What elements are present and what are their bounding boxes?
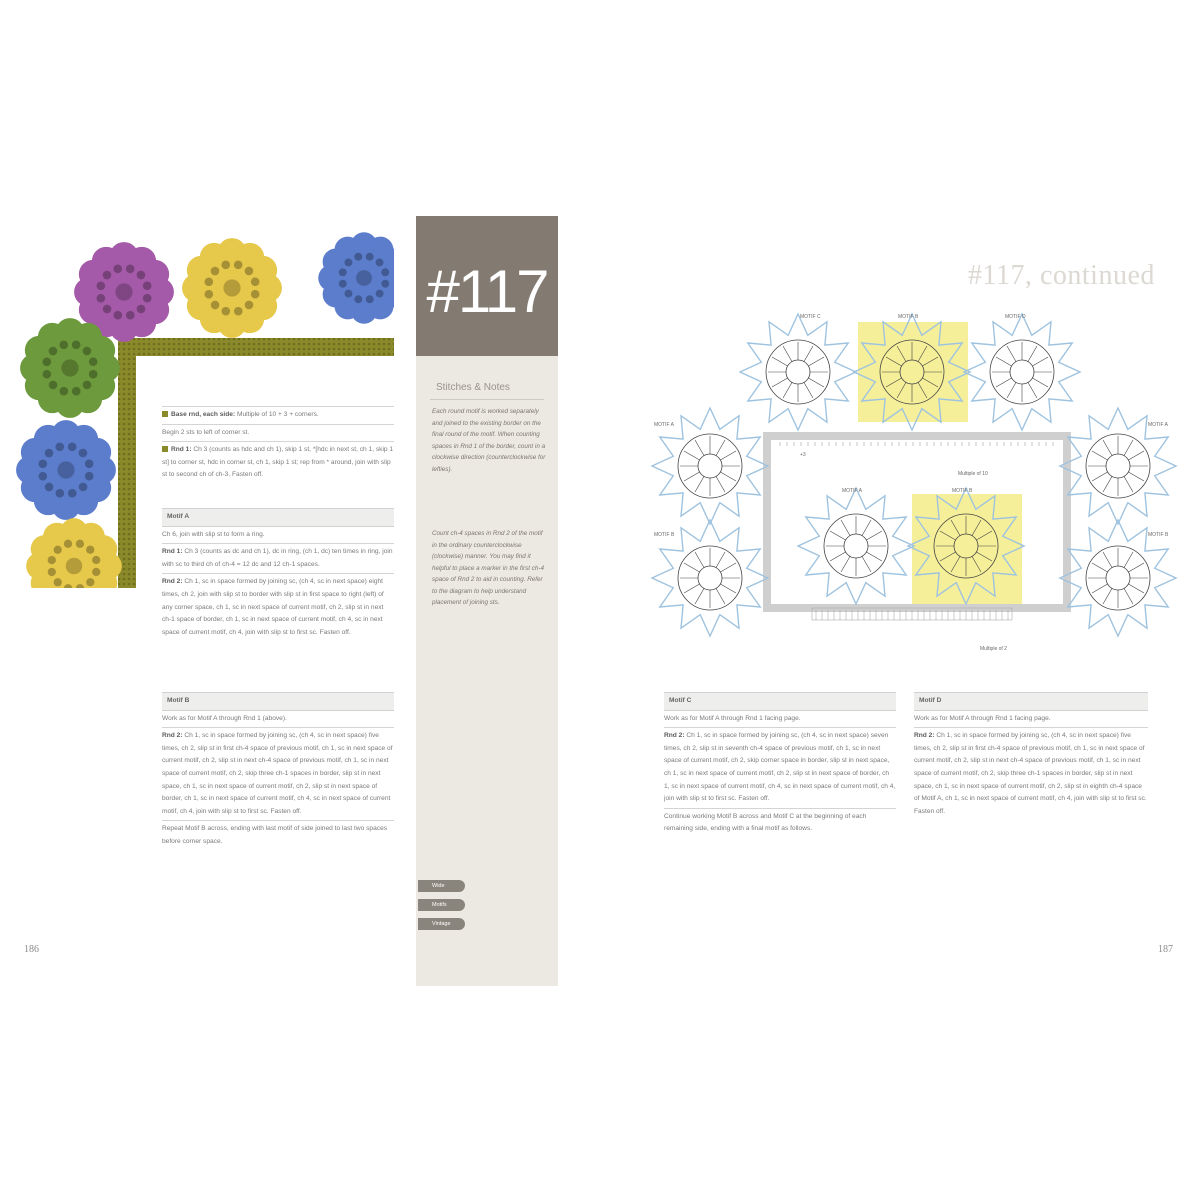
crochet-diagram [650,306,1180,656]
stitch-sidebar [416,216,558,986]
crochet-flower-yellow-2 [26,518,122,588]
note-2: Count ch-4 spaces in Rnd 2 of the motif in the ordinary counterclockwise (clockwise) manner. You may find it helpful to place a marker in the first ch-4 space of Rnd 2 to aid in counting. Refer to the diagram to help understand placement of joining sts. [432,530,544,606]
continued-title: #117, continued [968,260,1155,291]
divider [430,399,544,400]
tag-wide[interactable]: Wide [418,880,465,892]
page-number-right: 187 [1158,944,1173,955]
pattern-number: #117 [426,258,548,325]
label-motif-b-left: MOTIF B [654,532,675,538]
base-round-section: Base rnd, each side: Multiple of 10 + 3 + corners. Begin 2 sts to left of corner st. Rnd 1: Ch 3 (counts as hdc and ch 1), skip 1 st, *[hdc in next st, ch 1, skip 1 st] to corner st, hdc in corner st, ch 1, skip 1 st; rep from * around, join with slip st to second ch of ch-3. Fasten off. [162,404,394,482]
motif-d-title: Motif D [914,692,1148,711]
label-motif-b-top: MOTIF B [898,314,919,320]
base-square-icon [162,411,168,417]
tag-vintage[interactable]: Vintage [418,918,465,930]
label-motif-b-mid: MOTIF B [952,488,973,494]
label-plus-3: +3 [800,452,806,458]
label-motif-b-right: MOTIF B [1148,532,1169,538]
note-1: Each round motif is worked separately and joined to the existing border on the final round of the motif. When counting spaces in Rnd 1 of the border, count in a clockwise direction (counterclockwise for lefties). [432,408,546,473]
label-motif-c-top: MOTIF C [800,314,821,320]
stitches-notes-title: Stitches & Notes [436,382,510,393]
label-motif-a-mid: MOTIF A [842,488,862,494]
crochet-flower-blue-2 [16,420,116,520]
motif-a-title: Motif A [162,508,394,527]
rnd1-square-icon [162,446,168,452]
motif-c-title: Motif C [664,692,896,711]
motif-c-top [740,314,856,430]
label-motif-a-left: MOTIF A [654,422,674,428]
label-motif-a-right: MOTIF A [1148,422,1168,428]
pattern-number-box [416,216,558,356]
tag-motifs[interactable]: Motifs [418,899,465,911]
label-motif-d-top: MOTIF D [1005,314,1026,320]
label-multiple-10: Multiple of 10 [958,471,988,477]
crochet-flower-yellow [182,238,282,338]
page-number-left: 186 [24,944,39,955]
motif-c-section: Motif C Work as for Motif A through Rnd 1 facing page. Rnd 2: Ch 1, sc in space formed by joining sc, (ch 4, sc in next space) seven times, ch 2, slip st in seventh ch-4 space of previous motif, ch 1, sc in next space of current motif, ch 2, skip corner space in border, slip st in next space, ch 1, sc in next space of current motif, ch 2, slip st in next space of border, ch 1, sc in next space of current motif, ch 4, sc in next space of current motif, ch 4, join with slip st to first sc. Fasten off. Continue working Motif B across and Motif C at the beginning of each remaining side, ending with a final motif as follows. [664,692,896,836]
motif-a-mid [798,488,914,604]
motif-a-section: Motif A Ch 6, join with slip st to form a ring. Rnd 1: Ch 3 (counts as dc and ch 1), dc in ring, (ch 1, dc) ten times in ring, join with sc to third ch of ch-4 = 12 dc and 12 ch-1 spaces. Rnd 2: Ch 1, sc in space formed by joining sc, (ch 4, sc in next space) eight times, ch 2, join with slip st to border with slip st in first space to right (left) of any corner space, ch 1, sc in next space of current motif, ch 2, slip st in next ch-1 space of border, ch 1, sc in next space of current motif, ch 4, sc in next space of current motif, ch 4, join with slip st to first sc. Fasten off. [162,508,394,639]
label-multiple-2: Multiple of 2 [980,646,1007,652]
motif-b-highlight [858,322,968,422]
motif-b-title: Motif B [162,692,394,711]
motif-b-section: Motif B Work as for Motif A through Rnd 1 (above). Rnd 2: Ch 1, sc in space formed by joining sc, (ch 4, sc in next space) five times, ch 2, slip st in first ch-4 space of previous motif, ch 1, sc in next space of current motif, ch 2, slip st in next ch-4 space of previous motif, ch 1, sc in next space of current motif, ch 2, skip three ch-1 spaces in border, slip st in next space, ch 1, sc in next space of current motif, ch 2, slip st in next space of border, ch 1, sc in next space of current motif, ch 4, sc in next space of current motif, ch 4, join with slip st to first sc. Fasten off. Repeat Motif B across, ending with last motif of side joined to last two spaces before corner space. [162,692,394,849]
motif-d-section: Motif D Work as for Motif A through Rnd 1 facing page. Rnd 2: Ch 1, sc in space formed by joining sc, (ch 4, sc in next space) five times, ch 2, slip st in first ch-4 space of previous motif, ch 1, sc in next space of current motif, ch 2, slip st in next ch-4 space of previous motif, ch 1, sc in next space of current motif, ch 2, skip three ch-1 spaces in border, slip st in next space, ch 1, sc in next space of current motif, ch 2, slip st in eighth ch-4 space of Motif A, ch 1, sc in next space of current motif, ch 4, join with slip st to first sc. Fasten off. [914,692,1148,818]
motif-b-mid-highlight [912,494,1022,612]
crochet-flower-blue [318,232,394,324]
motif-d-top [964,314,1080,430]
